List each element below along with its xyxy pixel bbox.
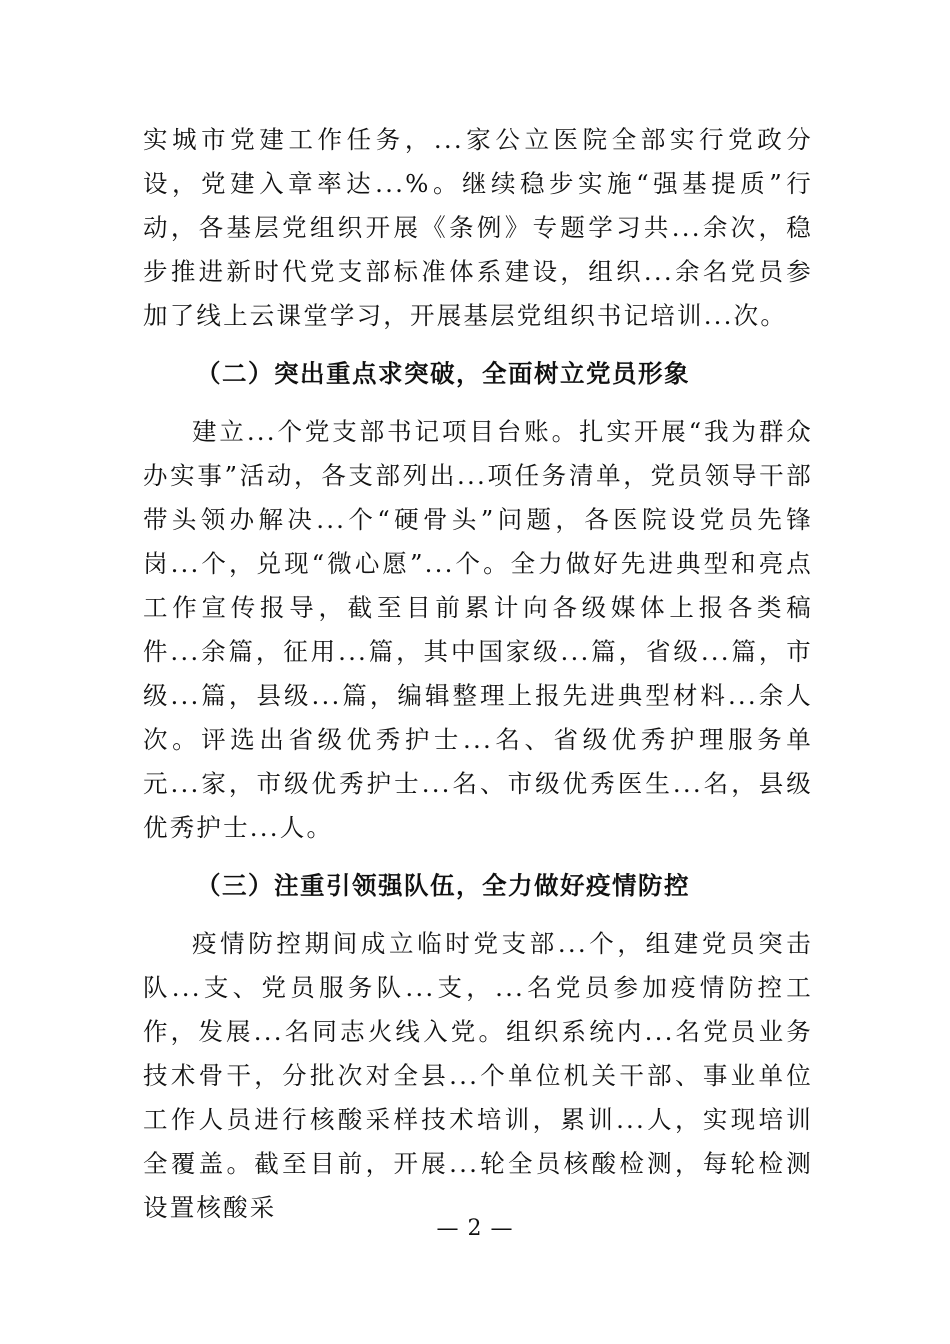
page-number: — 2 —: [436, 1216, 514, 1241]
paragraph-section-2: 建立...个党支部书记项目台账。扎实开展“我为群众办实事”活动，各支部列出...项任务清单，党员领导干部带头领办解决...个“硬骨头”问题，各医院设党员先锋岗...个，兑现“微心愿”...个。全力做好先进典型和亮点工作宣传报导，截至目前累计向各级媒体上报各类稿件...余篇，征用...篇，其中国家级...篇，省级...篇，市级...篇，县级...篇，编辑整理上报先进典型材料...余人次。评选出省级优秀护士...名、省级优秀护理服务单元...家，市级优秀护士...名、市级优秀医生...名，县级优秀护士...人。: [143, 417, 813, 842]
document-page: [143, 118, 813, 1230]
paragraph-intro-continuation: 实城市党建工作任务，...家公立医院全部实行党政分设，党建入章率达...%。继续稳步实施“强基提质”行动，各基层党组织开展《条例》专题学习共...余次，稳步推进新时代党支部标准体系建设，组织...余名党员参加了线上云课堂学习，开展基层党组织书记培训...次。: [143, 125, 813, 330]
section-heading-3: （三）注重引领强队伍，全力做好疫情防控: [196, 871, 690, 900]
section-heading-2: （二）突出重点求突破，全面树立党员形象: [196, 359, 690, 388]
paragraph-section-3: 疫情防控期间成立临时党支部...个，组建党员突击队...支、党员服务队...支，...名党员参加疫情防控工作，发展...名同志火线入党。组织系统内...名党员业务技术骨干，分批次对全县...个单位机关干部、事业单位工作人员进行核酸采样技术培训，累训...人，实现培训全覆盖。截至目前，开展...轮全员核酸检测，每轮检测设置核酸采: [143, 929, 813, 1222]
